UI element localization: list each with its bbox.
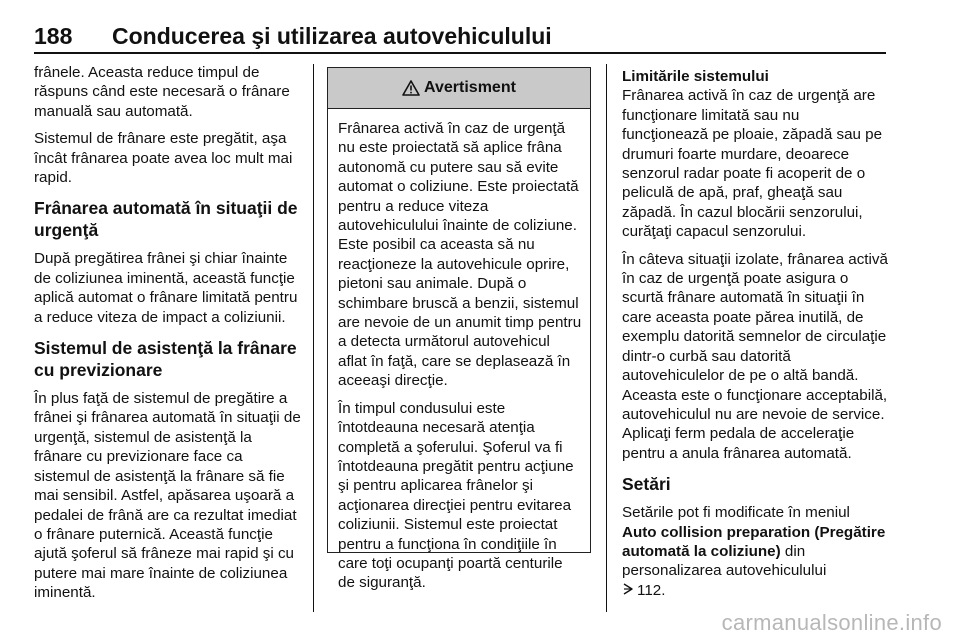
watermark: carmanualsonline.info bbox=[721, 610, 942, 635]
column-right bbox=[622, 67, 888, 608]
subsection-heading: Limitările sistemului bbox=[622, 68, 769, 85]
warning-title: Avertisment bbox=[424, 79, 516, 96]
paragraph: frânele. Aceasta reduce timpul de răspuns când este necesară o frânare manuală sau automată. bbox=[34, 64, 290, 120]
warning-body bbox=[328, 109, 590, 593]
page-number: 188 bbox=[34, 23, 73, 49]
paragraph: Frânarea activă în caz de urgenţă are funcţionare limitată sau nu funcţionează pe ploaie, zăpadă sau pe drumuri foarte murdare, deoarece senzorul radar poate fi acoperit de o peliculă de apă, praf, gheaţă sau zăpadă. În cazul blocării senzorului, curăţaţi capacul senzorului. bbox=[622, 87, 883, 241]
paragraph: Sistemul de frânare este pregătit, aşa încât frânarea poate avea loc mult mai rapid. bbox=[34, 130, 293, 187]
settings-text-tail: din personalizarea autovehiculului bbox=[622, 542, 827, 580]
warning-box bbox=[327, 67, 591, 592]
settings-text: Setările pot fi modificate în meniul bbox=[622, 504, 850, 522]
page-header bbox=[34, 22, 894, 52]
paragraph: În timpul condusului este întotdeauna necesară atenţia completă a şoferului. Şoferul va fi întotdeauna pregătit pentru acţiune şi pentru aplicarea frânelor şi acţionarea direcţiei pentru evitarea coliziunii. Sistemul este proiectat pentru a funcţiona în condiţiile în care toţi ocupanţi poartă centurile de siguranţă. bbox=[338, 399, 574, 592]
paragraph: Frânarea activă în caz de urgenţă nu este proiectată să aplice frâna autonomă cu putere sau să evite automat o coliziune. Este proiectată pentru a reduce viteza autovehiculului înainte de coliziune. Este posibil ca aceasta să nu reacţioneze la autovehicule oprire, pietoni sau animale. După o schimbare bruscă a benzii, sistemul are nevoie de un anumit timp pentru a detecta următorul autovehicul aflat în faţă, care se deplasează în aceeaşi direcţie. bbox=[338, 120, 582, 390]
menu-item-name: Auto collision preparation (Pregătire automată la coliziune) bbox=[622, 523, 886, 560]
section-heading: Sistemul de asistenţă la frânare cu previzionare bbox=[34, 338, 297, 381]
header-rule bbox=[34, 52, 886, 54]
page-reference-icon bbox=[622, 582, 634, 596]
paragraph: În câteva situaţii izolate, frânarea activă în caz de urgenţă poate asigura o scurtă frânare automată în situaţii în care aceasta poate părea inutilă, de exemplu datorită semnelor de circulaţie dintr-o curbă sau datorită autovehiculelor de pe o altă bandă. Aceasta este o funcţionare acceptabilă, autovehiculul nu are nevoie de service. Aplicaţi ferm pedala de acceleraţie pentru a anula frânarea automată. bbox=[622, 250, 888, 462]
column-divider-right bbox=[606, 64, 607, 612]
page-reference-link[interactable]: 112. bbox=[637, 581, 666, 599]
section-heading: Frânarea automată în situaţii de urgenţă bbox=[34, 198, 298, 241]
warning-header bbox=[328, 68, 590, 109]
settings-paragraph bbox=[622, 503, 888, 600]
paragraph: După pregătirea frânei şi chiar înainte de coliziunea iminentă, această funcţie aplică automat o frânare limitată pentru a reduce viteza de impact a coliziunii. bbox=[34, 250, 298, 326]
section-heading: Setări bbox=[622, 474, 671, 495]
page-title: Conducerea şi utilizarea autovehiculului bbox=[112, 23, 552, 49]
column-divider-left bbox=[313, 64, 314, 612]
paragraph: În plus faţă de sistemul de pregătire a frânei şi frânarea automată în situaţii de urgenţă, sistemul de asistenţă la frânare cu previzionare face ca sistemul de asistenţă la frânare să fie mai sensibil. Astfel, apăsarea uşoară a pedalei de frână are ca rezultat imediat o frânare puternică. Această funcţie ajută şoferul să frâneze mai rapid şi cu putere mai mare înainte de coliziunea iminentă. bbox=[34, 390, 301, 602]
warning-triangle-icon bbox=[402, 80, 420, 96]
column-left bbox=[34, 63, 302, 611]
